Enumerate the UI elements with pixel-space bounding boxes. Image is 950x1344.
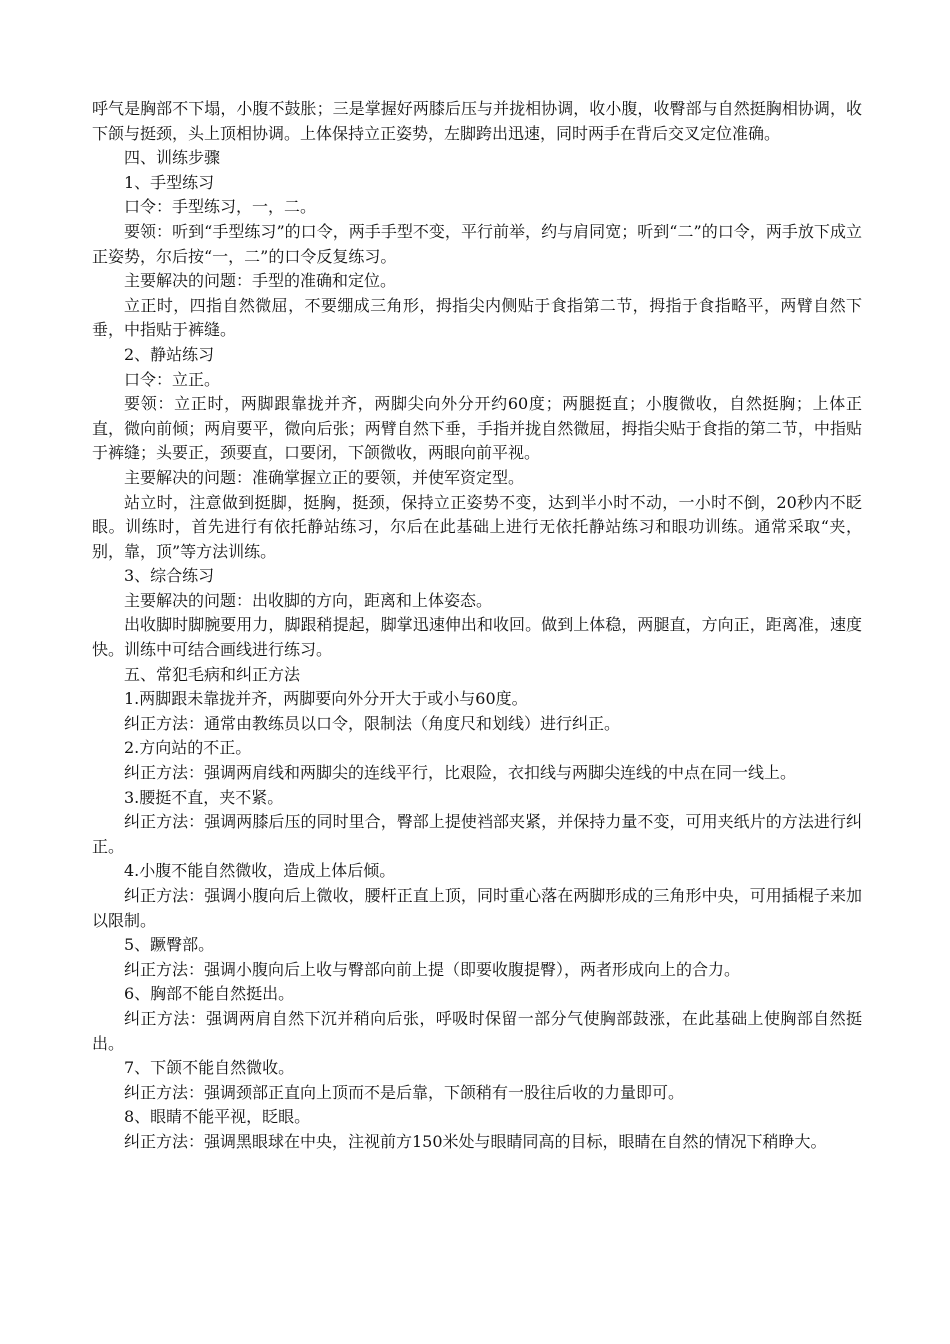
fault-item: 4.小腹不能自然微收，造成上体后倾。 xyxy=(124,861,396,881)
paragraph-body: 站立时，注意做到挺脚，挺胸，挺颈，保持立正姿势不变，达到半小时不动，一小时不倒，20秒内不眨眼。训练时，首先进行有依托静站练习，尔后在此基础上进行无依托静站练习和眼功训练。通常采取“夹，别，靠，顶”等方法训练。 xyxy=(92,492,862,561)
document-body xyxy=(92,97,862,1155)
correction-method: 纠正方法：通常由教练员以口令，限制法（角度尺和划线）进行纠正。 xyxy=(124,713,621,733)
correction-method: 纠正方法：强调两肩线和两脚尖的连线平行，比艰险，衣扣线与两脚尖连线的中点在同一线上。 xyxy=(124,763,797,783)
correction-method: 纠正方法：强调两膝后压的同时里合，臀部上提使裆部夹紧，并保持力量不变，可用夹纸片的方法进行纠正。 xyxy=(92,812,862,856)
subheading-hand-shape-practice: 1、手型练习 xyxy=(124,172,215,192)
correction-method: 纠正方法：强调小腹向后上收与臀部向前上提（即要收腹提臀），两者形成向上的合力。 xyxy=(124,959,741,979)
paragraph-main-problem: 主要解决的问题：出收脚的方向，距离和上体姿态。 xyxy=(124,590,493,610)
correction-method: 纠正方法：强调颈部正直向上顶而不是后靠，下颌稍有一股往后收的力量即可。 xyxy=(124,1082,685,1102)
fault-item: 2.方向站的不正。 xyxy=(124,738,252,758)
paragraph-body: 立正时，四指自然微屈，不要绷成三角形，拇指尖内侧贴于食指第二节，拇指于食指略平，两臂自然下垂，中指贴于裤缝。 xyxy=(92,295,862,340)
paragraph-command: 口令：手型练习，一，二。 xyxy=(124,197,317,217)
paragraph-body: 出收脚时脚腕要用力，脚跟稍提起，脚掌迅速伸出和收回。做到上体稳，两腿直，方向正，距离准，速度快。训练中可结合画线进行练习。 xyxy=(92,615,862,660)
paragraph-continuation: 呼气是胸部不下塌，小腹不鼓胀；三是掌握好两膝后压与并拢相协调，收小腹，收臀部与自然挺胸相协调，收下颌与挺颈，头上顶相协调。上体保持立正姿势，左脚跨出迅速，同时两手在背后交叉定位准确。 xyxy=(92,99,862,143)
fault-item: 1.两脚跟未靠拢并齐，两脚要向外分开大于或小与60度。 xyxy=(124,689,528,709)
paragraph-main-problem: 主要解决的问题：准确掌握立正的要领，并使军资定型。 xyxy=(124,467,525,487)
fault-item: 3.腰挺不直，夹不紧。 xyxy=(124,787,284,807)
fault-item: 8、眼睛不能平视，眨眼。 xyxy=(124,1107,311,1127)
correction-method: 纠正方法：强调黑眼球在中央，注视前方150米处与眼睛同高的目标，眼睛在自然的情况下稍睁大。 xyxy=(124,1131,827,1151)
paragraph-command: 口令：立正。 xyxy=(124,369,221,389)
fault-item: 5、蹶臀部。 xyxy=(124,935,215,955)
subheading-static-standing-practice: 2、静站练习 xyxy=(124,344,215,364)
subheading-comprehensive-practice: 3、综合练习 xyxy=(124,566,215,586)
section-heading-common-faults: 五、常犯毛病和纠正方法 xyxy=(124,664,301,684)
fault-item: 6、胸部不能自然挺出。 xyxy=(124,984,295,1004)
paragraph-essentials: 要领：听到“手型练习”的口令，两手手型不变，平行前举，约与肩同宽；听到“二”的口令，两手放下成立正姿势，尔后按“一，二”的口令反复练习。 xyxy=(92,221,862,266)
correction-method: 纠正方法：强调小腹向后上微收，腰杆正直上顶，同时重心落在两脚形成的三角形中央，可用插棍子来加以限制。 xyxy=(92,886,862,930)
paragraph-essentials: 要领：立正时，两脚跟靠拢并齐，两脚尖向外分开约60度；两腿挺直；小腹微收，自然挺胸；上体正直，微向前倾；两肩要平，微向后张；两臂自然下垂，手指并拢自然微屈，拇指尖贴于食指的第二节，中指贴于裤缝；头要正，颈要直，口要闭，下颌微收，两眼向前平视。 xyxy=(92,394,862,463)
fault-item: 7、下颌不能自然微收。 xyxy=(124,1058,295,1078)
section-heading-training-steps: 四、训练步骤 xyxy=(124,148,221,168)
paragraph-main-problem: 主要解决的问题：手型的准确和定位。 xyxy=(124,271,397,291)
correction-method: 纠正方法：强调两肩自然下沉并稍向后张，呼吸时保留一部分气使胸部鼓涨，在此基础上使胸部自然挺出。 xyxy=(92,1008,862,1053)
